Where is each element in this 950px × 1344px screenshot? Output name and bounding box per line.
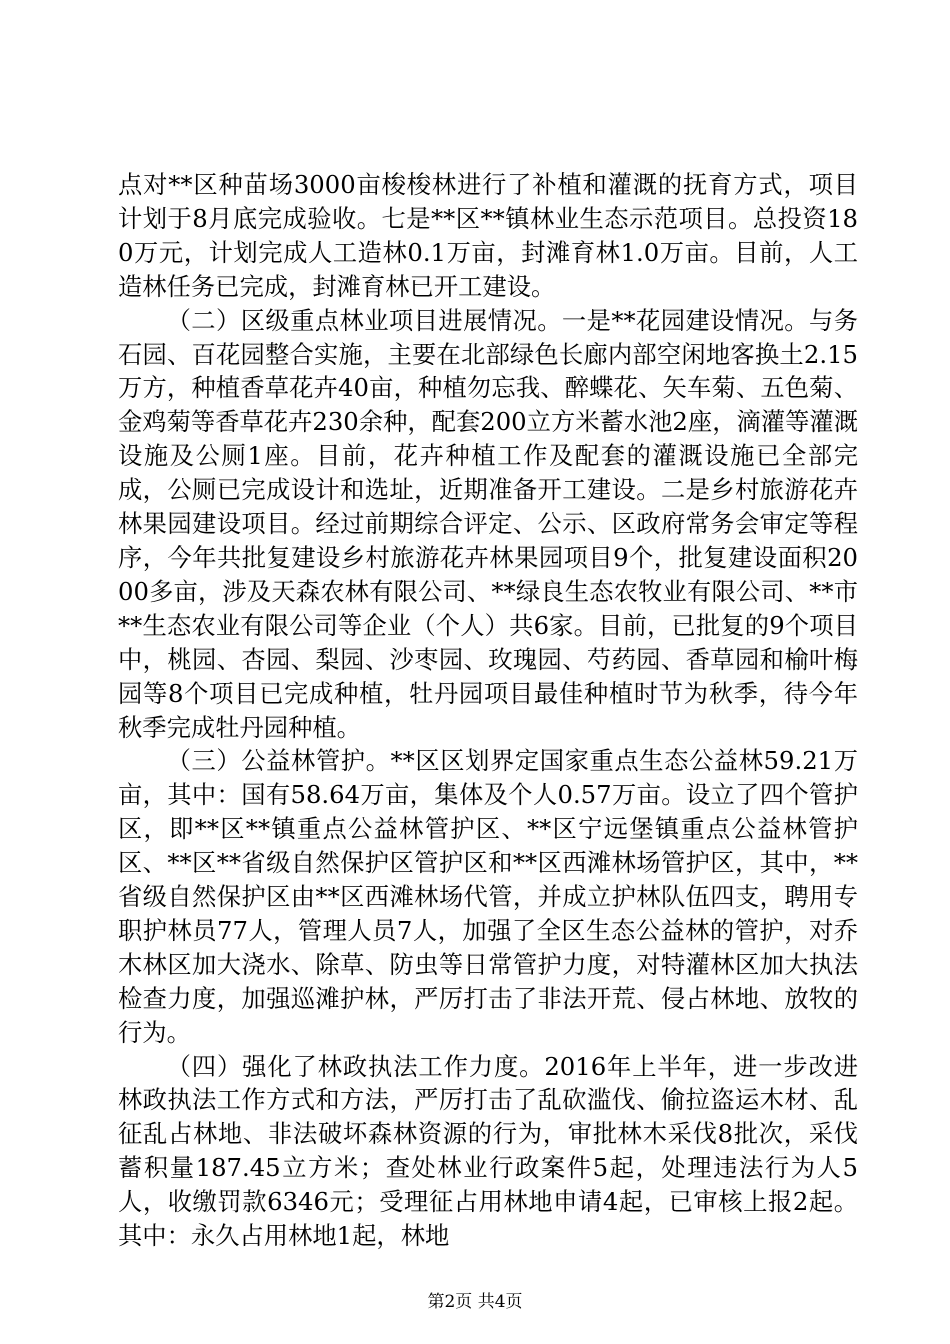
document-body bbox=[118, 168, 858, 1253]
paragraph-public-forest: （三）公益林管护。**区区划界定国家重点生态公益林59.21万亩，其中：国有58.64万亩，集体及个人0.57万亩。设立了四个管护区，即**区**镇重点公益林管护区、**区宁远堡镇重点公益林管护区、**区**省级自然保护区管护区和**区西滩林场管护区，其中，**省级自然保护区由**区西滩林场代管，并成立护林队伍四支，聘用专职护林员77人，管理人员7人，加强了全区生态公益林的管护，对乔木林区加大浇水、除草、防虫等日常管护力度，对特灌林区加大执法检查力度，加强巡滩护林，严厉打击了非法开荒、侵占林地、放牧的行为。 bbox=[118, 746, 858, 1047]
paragraph-law-enforcement: （四）强化了林政执法工作力度。2016年上半年，进一步改进林政执法工作方式和方法，严厉打击了乱砍滥伐、偷拉盗运木材、乱征乱占林地、非法破坏森林资源的行为，审批林木采伐8批次，采伐蓄积量187.45立方米；查处林业行政案件5起，处理违法行为人5人，收缴罚款6346元；受理征占用林地申请4起，已审核上报2起。其中：永久占用林地1起，林地 bbox=[118, 1051, 858, 1251]
paragraph-continuation: 点对**区种苗场3000亩梭梭林进行了补植和灌溉的抚育方式，项目计划于8月底完成验收。七是**区**镇林业生态示范项目。总投资180万元，计划完成人工造林0.1万亩，封滩育林1.0万亩。目前，人工造林任务已完成，封滩育林已开工建设。 bbox=[118, 170, 858, 301]
page-number-footer: 第2页 共4页 bbox=[427, 1292, 523, 1312]
paragraph-district-projects: （二）区级重点林业项目进展情况。一是**花园建设情况。与务石园、百花园整合实施，主要在北部绿色长廊内部空闲地客换土2.15万方，种植香草花卉40亩，种植勿忘我、醉蝶花、矢车菊、五色菊、金鸡菊等香草花卉230余种，配套200立方米蓄水池2座，滴灌等灌溉设施及公厕1座。目前，花卉种植工作及配套的灌溉设施已全部完成，公厕已完成设计和选址，近期准备开工建设。二是乡村旅游花卉林果园建设项目。经过前期综合评定、公示、区政府常务会审定等程序，今年共批复建设乡村旅游花卉林果园项目9个，批复建设面积2000多亩，涉及天森农林有限公司、**绿良生态农牧业有限公司、**市**生态农业有限公司等企业（个人）共6家。目前，已批复的9个项目中，桃园、杏园、梨园、沙枣园、玫瑰园、芍药园、香草园和榆叶梅园等8个项目已完成种植，牡丹园项目最佳种植时节为秋季，待今年秋季完成牡丹园种植。 bbox=[118, 305, 858, 742]
